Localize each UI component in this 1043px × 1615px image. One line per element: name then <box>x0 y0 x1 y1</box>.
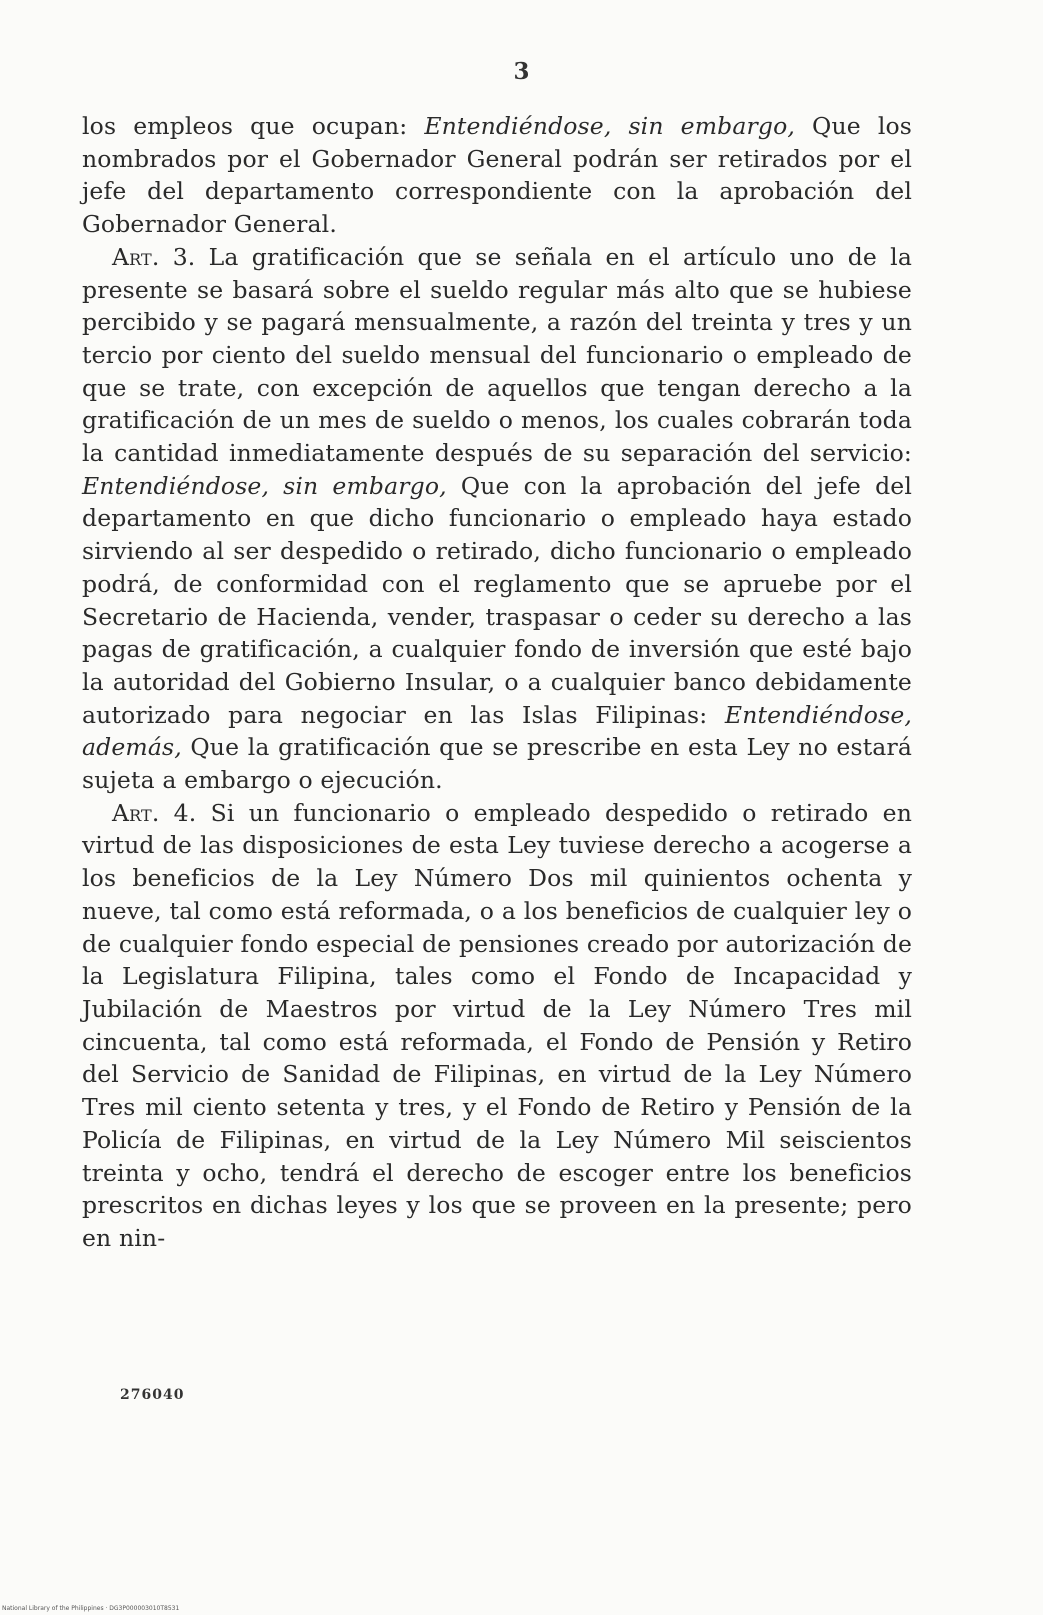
document-body <box>82 110 912 1255</box>
paragraph-continuation <box>82 110 912 241</box>
paragraph-text: Que los nombrados por el Gobernador General podrán ser retirados por el jefe del departamento correspondiente con la aprobación del Gobernador General. <box>82 112 912 239</box>
proviso-phrase: Entendiéndose, además, <box>82 700 912 762</box>
paragraph-text: Que con la aprobación del jefe del departamento en que dicho funcionario o empleado haya estado sirviendo al ser despedido o retirado, dicho funcionario o empleado podrá, de conformidad con el reglamento que se apruebe por el Secretario de Hacienda, vender, traspasar o ceder su derecho a las pagas de gratificación, a cualquier fondo de inversión que esté bajo la autoridad del Gobierno Insular, o a cualquier banco debidamente autorizado para negociar en las Islas Filipinas: <box>82 471 912 729</box>
article-label: Art. 4. <box>112 798 197 827</box>
paragraph-text: Si un funcionario o empleado despedido o retirado en virtud de las disposiciones de esta Ley tuviese derecho a acogerse a los beneficios de la Ley Número Dos mil quinientos ochenta y nueve, tal como está reformada, o a los beneficios de cualquier ley o de cualquier fondo especial de pensiones creado por autorización de la Legislatura Filipina, tales como el Fondo de Incapacidad y Jubilación de Maestros por virtud de la Ley Número Tres mil cincuenta, tal como está reformada, el Fondo de Pensión y Retiro del Servicio de Sanidad de Filipinas, en virtud de la Ley Número Tres mil ciento setenta y tres, y el Fondo de Retiro y Pensión de la Policía de Filipinas, en virtud de la Ley Número Mil seiscientos treinta y ocho, tendrá el derecho de escoger entre los beneficios prescritos en dichas leyes y los que se proveen en la presente; pero en nin- <box>82 798 912 1252</box>
proviso-phrase: Entendiéndose, sin embargo, <box>82 471 447 500</box>
page-number: 3 <box>513 58 530 85</box>
paragraph-text: los empleos que ocupan: <box>82 112 425 140</box>
paragraph-text: La gratificación que se señala en el artículo uno de la presente se basará sobre el sueldo regular más alto que se hubiese percibido y se pagará mensualmente, a razón del treinta y tres y un tercio por ciento del sueldo mensual del funcionario o empleado de que se trate, con excepción de aquellos que tengan derecho a la gratificación de un mes de sueldo o menos, los cuales cobrarán toda la cantidad inmediatamente después de su separación del servicio: <box>82 242 912 468</box>
article-3 <box>82 241 912 797</box>
print-code: 276040 <box>120 1387 185 1403</box>
article-4 <box>82 797 912 1255</box>
proviso-phrase: Entendiéndose, sin embargo, <box>424 112 796 140</box>
footer-credit: National Library of the Philippines · DG3P000003010T8531 <box>2 1605 180 1612</box>
article-label: Art. 3. <box>112 242 196 271</box>
paragraph-text: Que la gratificación que se prescribe en esta Ley no estará sujeta a embargo o ejecución. <box>82 733 912 795</box>
